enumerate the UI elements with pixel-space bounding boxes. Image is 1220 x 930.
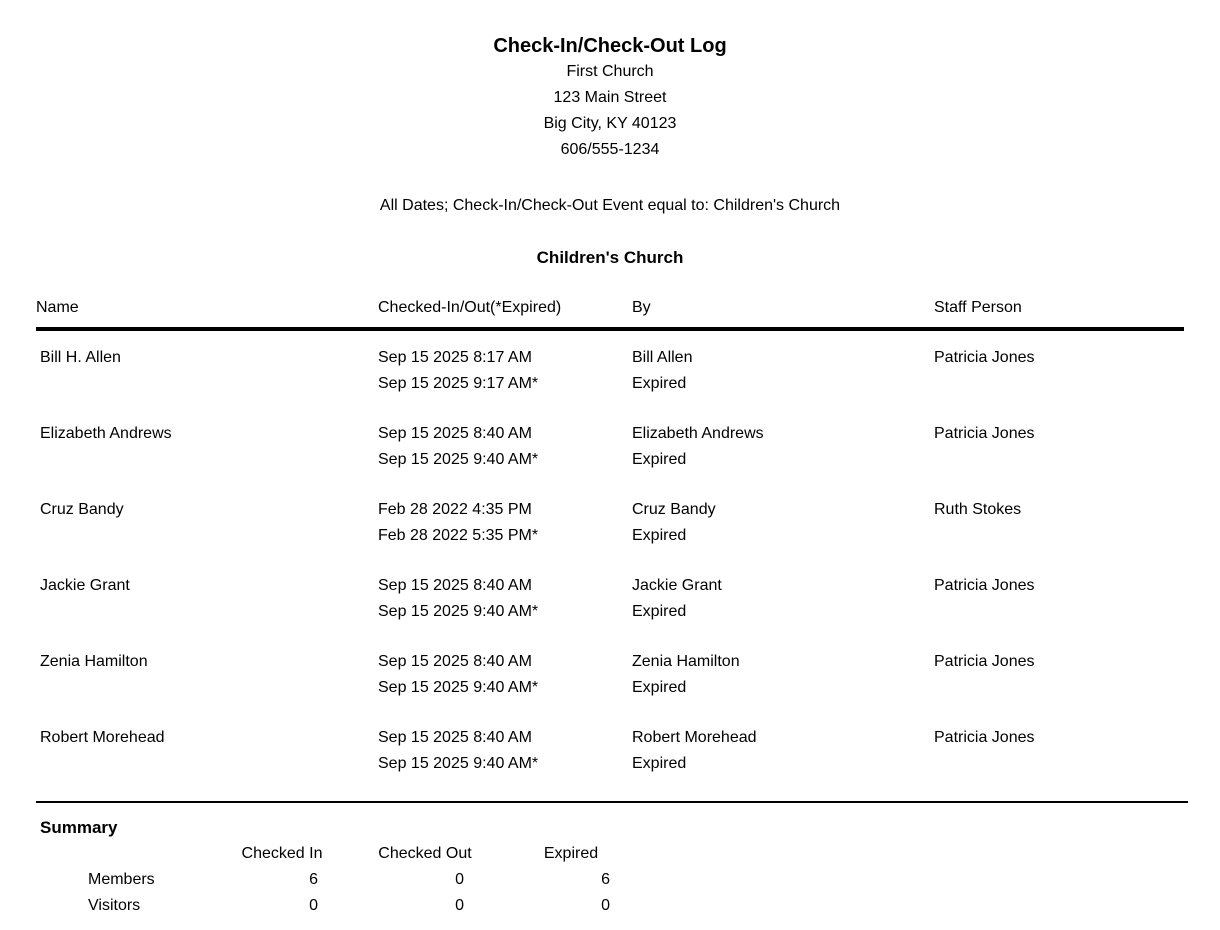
summary-checked-out-count: 0 (455, 897, 464, 914)
cell-by (632, 725, 934, 777)
attendee-name: Jackie Grant (40, 577, 130, 594)
checked-in-by: Cruz Bandy (632, 501, 716, 518)
cell-checked-in-out (378, 345, 632, 397)
column-header-name: Name (36, 299, 79, 316)
checked-in-time: Sep 15 2025 8:40 AM (378, 729, 532, 746)
cell-staff-person (934, 725, 1184, 777)
table-row (36, 573, 1184, 625)
checked-out-time: Sep 15 2025 9:40 AM* (378, 679, 539, 696)
cell-staff-person (934, 649, 1184, 701)
org-name: First Church (566, 63, 654, 80)
summary-column-checked-in: Checked In (241, 845, 323, 862)
summary-section (0, 815, 1220, 919)
checked-out-time: Sep 15 2025 9:17 AM* (378, 375, 539, 392)
cell-staff-person (934, 573, 1184, 625)
table-header-row (36, 295, 1184, 321)
report-header (0, 0, 1220, 163)
checked-in-by: Robert Morehead (632, 729, 757, 746)
table-row (36, 345, 1184, 397)
summary-checked-out-count: 0 (455, 871, 464, 888)
checked-out-by: Expired (632, 527, 687, 544)
summary-row-label: Visitors (88, 897, 141, 914)
staff-person-name: Patricia Jones (934, 425, 1035, 442)
report-title: Check-In/Check-Out Log (493, 35, 727, 57)
cell-by (632, 573, 934, 625)
cell-by (632, 345, 934, 397)
checked-out-time: Sep 15 2025 9:40 AM* (378, 603, 539, 620)
summary-expired-count: 0 (601, 897, 610, 914)
summary-row-label: Members (88, 871, 155, 888)
checked-in-time: Sep 15 2025 8:40 AM (378, 577, 532, 594)
staff-person-name: Patricia Jones (934, 349, 1035, 366)
event-section-title: Children's Church (536, 248, 684, 267)
org-address-city: Big City, KY 40123 (543, 115, 677, 132)
checked-out-by: Expired (632, 451, 687, 468)
checked-in-by: Elizabeth Andrews (632, 425, 764, 442)
column-header-checked-in-out: Checked-In/Out(*Expired) (378, 299, 562, 316)
summary-row (36, 893, 1220, 919)
cell-checked-in-out (378, 649, 632, 701)
checked-in-time: Sep 15 2025 8:40 AM (378, 425, 532, 442)
table-row (36, 497, 1184, 549)
summary-column-expired: Expired (543, 845, 599, 862)
column-header-by: By (632, 299, 651, 316)
staff-person-name: Patricia Jones (934, 577, 1035, 594)
summary-body (0, 867, 1220, 919)
checked-in-time: Sep 15 2025 8:17 AM (378, 349, 532, 366)
cell-checked-in-out (378, 421, 632, 473)
checked-in-by: Zenia Hamilton (632, 653, 740, 670)
cell-staff-person (934, 497, 1184, 549)
summary-divider-rule (36, 801, 1188, 803)
cell-name (36, 649, 378, 701)
summary-checked-in-count: 0 (309, 897, 318, 914)
cell-name (36, 421, 378, 473)
checked-out-time: Feb 28 2022 5:35 PM* (378, 527, 539, 544)
checked-out-time: Sep 15 2025 9:40 AM* (378, 451, 539, 468)
summary-header-spacer (36, 841, 212, 867)
staff-person-name: Ruth Stokes (934, 501, 1022, 518)
org-address-street: 123 Main Street (553, 89, 667, 106)
table-row (36, 421, 1184, 473)
cell-staff-person (934, 421, 1184, 473)
checked-in-time: Sep 15 2025 8:40 AM (378, 653, 532, 670)
checked-in-by: Jackie Grant (632, 577, 722, 594)
attendee-name: Bill H. Allen (40, 349, 121, 366)
checked-in-by: Bill Allen (632, 349, 693, 366)
cell-name (36, 725, 378, 777)
checked-in-time: Feb 28 2022 4:35 PM (378, 501, 532, 518)
staff-person-name: Patricia Jones (934, 729, 1035, 746)
summary-title: Summary (40, 818, 118, 837)
checked-out-by: Expired (632, 755, 687, 772)
cell-by (632, 421, 934, 473)
cell-checked-in-out (378, 497, 632, 549)
attendee-name: Cruz Bandy (40, 501, 124, 518)
cell-staff-person (934, 345, 1184, 397)
cell-checked-in-out (378, 573, 632, 625)
report-filter-criteria: All Dates; Check-In/Check-Out Event equal to: Children's Church (379, 197, 841, 214)
staff-person-name: Patricia Jones (934, 653, 1035, 670)
summary-header-row (36, 841, 1220, 867)
summary-row (36, 867, 1220, 893)
cell-name (36, 497, 378, 549)
checked-out-by: Expired (632, 679, 687, 696)
summary-expired-count: 6 (601, 871, 610, 888)
cell-checked-in-out (378, 725, 632, 777)
summary-checked-in-count: 6 (309, 871, 318, 888)
attendee-name: Robert Morehead (40, 729, 165, 746)
checked-out-by: Expired (632, 375, 687, 392)
attendee-name: Elizabeth Andrews (40, 425, 172, 442)
attendee-name: Zenia Hamilton (40, 653, 148, 670)
cell-by (632, 497, 934, 549)
table-row (36, 649, 1184, 701)
table-body (0, 331, 1220, 777)
cell-name (36, 345, 378, 397)
cell-by (632, 649, 934, 701)
checked-out-time: Sep 15 2025 9:40 AM* (378, 755, 539, 772)
table-row (36, 725, 1184, 777)
cell-name (36, 573, 378, 625)
column-header-staff-person: Staff Person (934, 299, 1022, 316)
summary-column-checked-out: Checked Out (378, 845, 472, 862)
checked-out-by: Expired (632, 603, 687, 620)
org-phone: 606/555-1234 (560, 141, 660, 158)
